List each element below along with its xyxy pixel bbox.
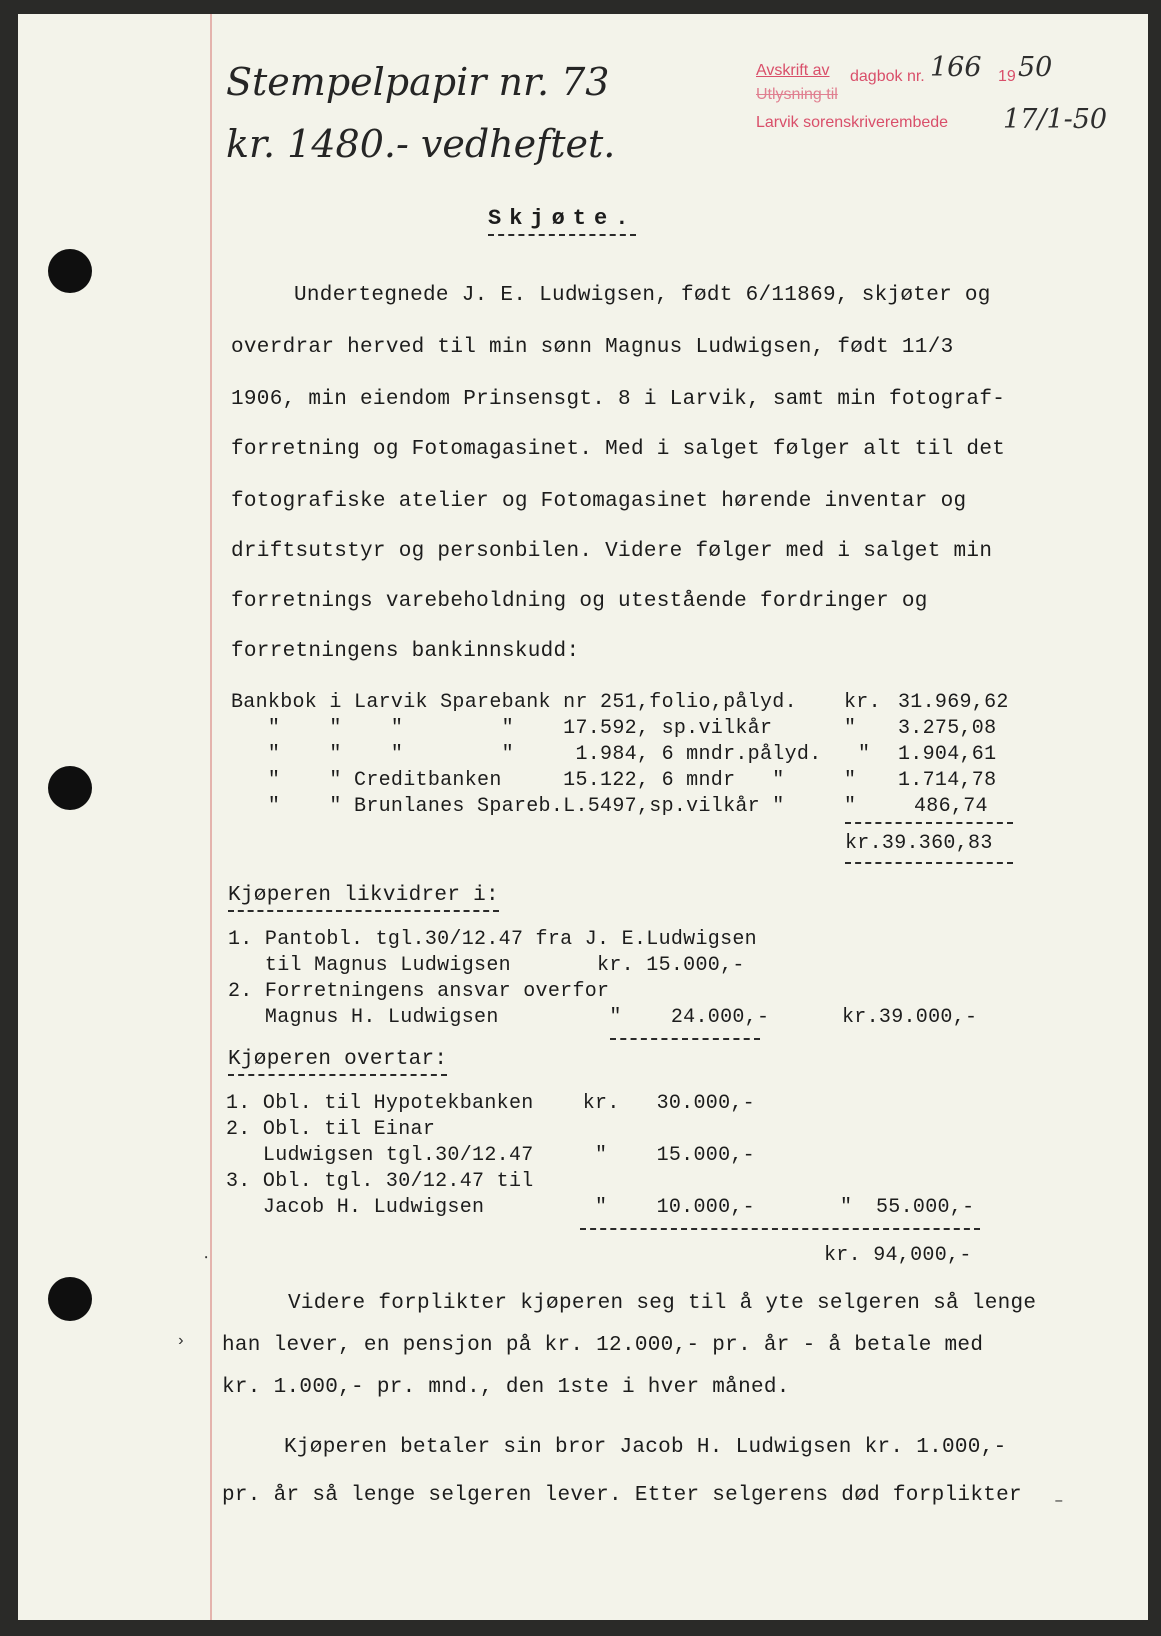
body-line: 1906, min eiendom Prinsensgt. 8 i Larvik, samt min fotograf- xyxy=(231,388,1006,411)
stamp-court: Larvik sorenskriverembede xyxy=(756,114,949,131)
bank-row-amount: 486,74 xyxy=(914,795,988,818)
bank-row-label: " " Brunlanes Spareb.L.5497,sp.vilkår " xyxy=(231,795,785,818)
bank-row-amount: 31.969,62 xyxy=(898,691,1009,714)
punch-hole xyxy=(48,249,92,293)
stamp-avskrift: Avskrift av xyxy=(756,62,830,79)
stamp-year: 50 xyxy=(1018,52,1053,83)
sum-rule xyxy=(845,862,1013,864)
stamp-dagbok-number: 166 xyxy=(930,52,982,83)
takes-over-line: 1. Obl. til Hypotekbanken kr. 30.000,- xyxy=(226,1092,755,1115)
pencil-mark: ⸱ xyxy=(204,1250,209,1268)
stamp-dagbok: dagbok nr. xyxy=(850,68,925,85)
body-line: driftsutstyr og personbilen. Videre følger med i salget min xyxy=(231,540,993,563)
bank-row-amount: 1.714,78 xyxy=(898,769,997,792)
bank-row-amount: 3.275,08 xyxy=(898,717,997,740)
bank-row-currency: kr. xyxy=(844,691,881,714)
liquidates-line: 1. Pantobl. tgl.30/12.47 fra J. E.Ludwigsen xyxy=(228,928,757,951)
margin-line xyxy=(210,14,212,1620)
sum-rule xyxy=(610,1038,760,1040)
bank-total: kr.39.360,83 xyxy=(845,832,993,855)
punch-hole xyxy=(48,1277,92,1321)
handwritten-line-1: Stempelpapir nr. 73 xyxy=(226,60,610,104)
bank-row-label: " " Creditbanken 15.122, 6 mndr " xyxy=(231,769,785,792)
bank-row-label: " " " " 1.984, 6 mndr.pålyd. xyxy=(231,743,822,766)
sum-rule xyxy=(845,822,1013,824)
stamp-year-print: 19 xyxy=(998,68,1016,85)
body-line: overdrar herved til min sønn Magnus Ludwigsen, født 11/3 xyxy=(231,336,954,359)
takes-over-subtotal-mark: " xyxy=(840,1196,853,1219)
takes-over-line: Ludwigsen tgl.30/12.47 " 15.000,- xyxy=(226,1144,755,1167)
grand-total: kr. 94,000,- xyxy=(824,1244,972,1267)
liquidates-line: 2. Forretningens ansvar overfor xyxy=(228,980,610,1003)
closing-line: kr. 1.000,- pr. mnd., den 1ste i hver måned. xyxy=(222,1376,790,1399)
stamp-utlysning: Utlysning til xyxy=(756,86,838,103)
handwritten-line-2: kr. 1480.- vedheftet. xyxy=(226,122,616,166)
bank-row-currency: " xyxy=(844,769,857,792)
body-line: Undertegnede J. E. Ludwigsen, født 6/11869, skjøter og xyxy=(294,284,991,307)
closing-line: Videre forplikter kjøperen seg til å yte selgeren så lenge xyxy=(288,1292,1037,1315)
bank-row-currency: " xyxy=(844,717,857,740)
body-line: fotografiske atelier og Fotomagasinet hørende inventar og xyxy=(231,490,967,513)
takes-over-subtotal: 55.000,- xyxy=(876,1196,975,1219)
closing-line: han lever, en pensjon på kr. 12.000,- pr. år - å betale med xyxy=(222,1334,984,1357)
liquidates-total: kr.39.000,- xyxy=(842,1006,978,1029)
body-line: forretningens bankinnskudd: xyxy=(231,640,580,663)
body-line: forretning og Fotomagasinet. Med i salget følger alt til det xyxy=(231,438,1006,461)
liquidates-heading: Kjøperen likvidrer i: xyxy=(228,884,499,912)
bank-row-amount: 1.904,61 xyxy=(898,743,997,766)
takes-over-line: 3. Obl. tgl. 30/12.47 til xyxy=(226,1170,534,1193)
takes-over-line: Jacob H. Ludwigsen " 10.000,- xyxy=(226,1196,755,1219)
bank-row-label: " " " " 17.592, sp.vilkår xyxy=(231,717,773,740)
stamp-date: 17/1-50 xyxy=(1003,104,1108,135)
takes-over-heading: Kjøperen overtar: xyxy=(228,1048,447,1076)
punch-hole xyxy=(48,766,92,810)
document-page xyxy=(18,14,1148,1620)
liquidates-line: Magnus H. Ludwigsen " 24.000,- xyxy=(228,1006,770,1029)
closing-line: pr. år så lenge selgeren lever. Etter selgerens død forplikter xyxy=(222,1484,1022,1507)
bank-row-currency: " xyxy=(844,795,857,818)
takes-over-line: 2. Obl. til Einar xyxy=(226,1118,436,1141)
sum-rule xyxy=(580,1228,980,1230)
document-title: Skjøte. xyxy=(488,206,636,236)
closing-line: Kjøperen betaler sin bror Jacob H. Ludwigsen kr. 1.000,- xyxy=(284,1436,1007,1459)
bank-row-currency: " xyxy=(858,743,871,766)
body-line: forretnings varebeholdning og utestående fordringer og xyxy=(231,590,928,613)
bank-row-label: Bankbok i Larvik Sparebank nr 251,folio,pålyd. xyxy=(231,691,797,714)
pencil-mark: › xyxy=(176,1332,186,1350)
liquidates-line: til Magnus Ludwigsen kr. 15.000,- xyxy=(228,954,745,977)
pencil-mark: – xyxy=(1054,1492,1064,1510)
